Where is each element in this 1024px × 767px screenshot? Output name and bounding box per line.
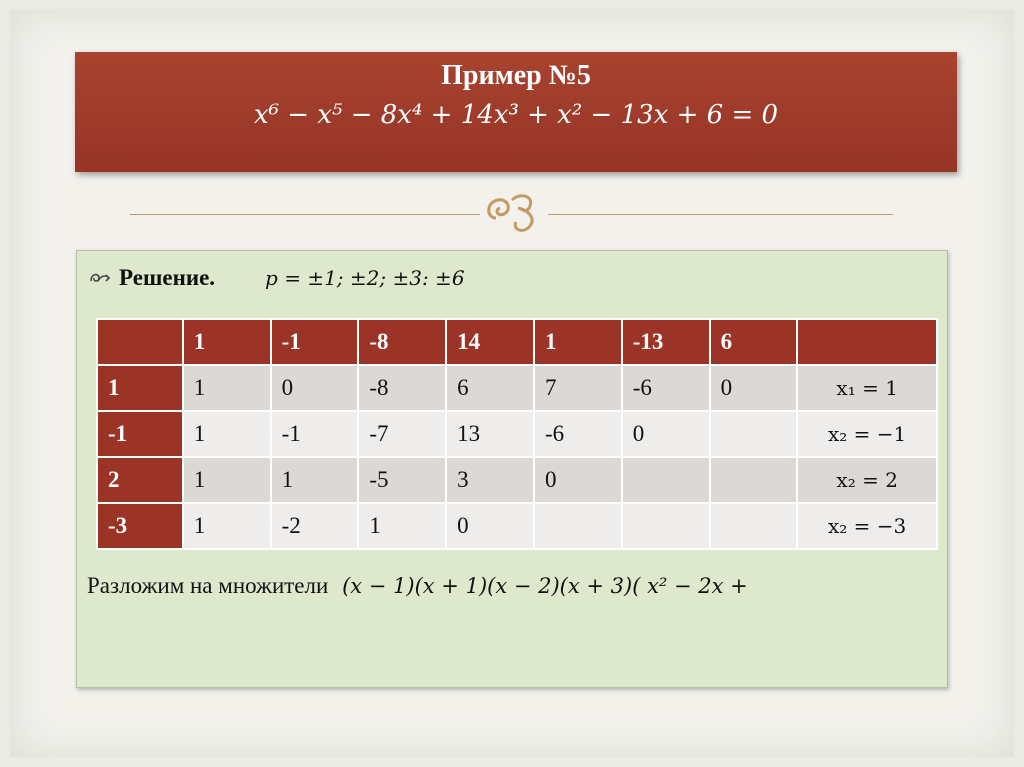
table-cell: -2 [271,503,359,549]
header-cell: 1 [183,319,271,365]
table-cell [710,503,798,549]
table-cell: 0 [446,503,534,549]
table-cell [622,503,710,549]
solution-label: Решение. [119,265,216,290]
root-cell: x₂ = −3 [797,503,937,549]
title-banner [75,52,957,172]
table-row [97,365,937,411]
root-cell: x₂ = 2 [797,457,937,503]
table-cell: -6 [534,411,622,457]
table-header-row [97,319,937,365]
slide-title: Пример №5 [441,60,591,91]
factorization-line [87,573,748,599]
header-cell: 1 [534,319,622,365]
row-head: -3 [97,503,183,549]
table-row [97,457,937,503]
divider-right [548,214,893,215]
table-cell: 6 [446,365,534,411]
header-cell: -1 [271,319,359,365]
table-cell: -1 [271,411,359,457]
content-panel [76,250,948,688]
row-head: -1 [97,411,183,457]
row-head: 1 [97,365,183,411]
root-cell: x₁ = 1 [797,365,937,411]
table-cell: 1 [183,365,271,411]
table-cell: -8 [358,365,446,411]
factorization-formula: (x − 1)(x + 1)(x − 2)(x + 3)( x² − 2x + [342,574,748,598]
table-cell [534,503,622,549]
table-cell: 1 [183,457,271,503]
solution-line [89,263,465,293]
row-head: 2 [97,457,183,503]
table-row [97,411,937,457]
table-cell: 7 [534,365,622,411]
table-cell: -6 [622,365,710,411]
table-cell: 1 [271,457,359,503]
bullet-arrow-icon [89,266,111,290]
table-cell [710,457,798,503]
divider-left [130,214,480,215]
header-cell [797,319,937,365]
solution-formula: p = ±1; ±2; ±3: ±6 [265,266,465,290]
table-cell: 1 [183,503,271,549]
header-cell [97,319,183,365]
header-cell: -13 [622,319,710,365]
factorization-label: Разложим на множители [87,573,329,598]
header-cell: 14 [446,319,534,365]
table-row [97,503,937,549]
table-cell: 0 [534,457,622,503]
table-cell: 0 [622,411,710,457]
equation: x⁶ − x⁵ − 8x⁴ + 14x³ + x² − 13x + 6 = 0 [253,100,779,130]
table-cell [710,411,798,457]
header-cell: 6 [710,319,798,365]
horner-table [96,318,938,550]
table-cell: 1 [358,503,446,549]
table-cell: 1 [183,411,271,457]
table-cell: -5 [358,457,446,503]
table-cell: 13 [446,411,534,457]
swirl-ornament-icon [482,188,546,238]
table-cell: 3 [446,457,534,503]
table-cell: 0 [710,365,798,411]
table-cell [622,457,710,503]
header-cell: -8 [358,319,446,365]
table-cell: 0 [271,365,359,411]
root-cell: x₂ = −1 [797,411,937,457]
table-cell: -7 [358,411,446,457]
